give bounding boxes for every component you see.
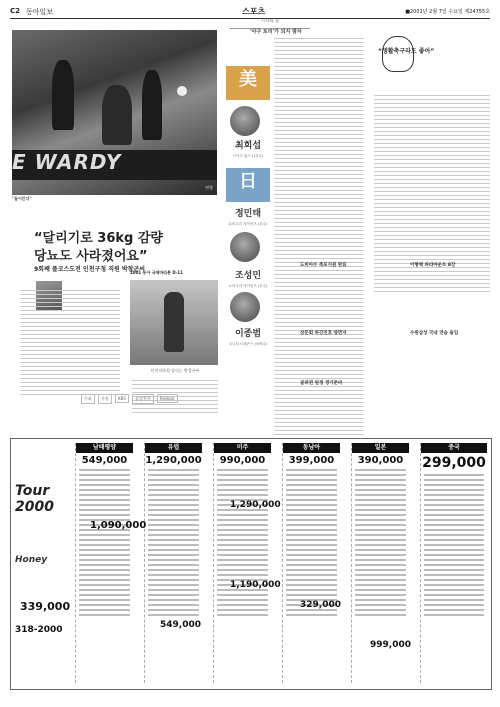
news-subsection: 수원삼성 국내 연습 돌입	[410, 331, 459, 336]
ad-extra-price: 549,000	[160, 620, 201, 630]
player-name: 정민태	[234, 209, 262, 219]
ball-icon	[177, 86, 187, 96]
ad-column-price: 390,000	[357, 455, 404, 466]
runner-caption: 인천지하철 달리는 박창곤씨	[150, 368, 200, 373]
ad-column	[75, 443, 133, 683]
column-title: '야구 토리'가 되지 말자	[250, 29, 302, 35]
column-text	[274, 38, 364, 438]
sponsor-logos	[80, 392, 220, 422]
player-figure	[142, 70, 162, 140]
news-subsection: 골퍼퀸 원정 경기준비	[300, 381, 343, 386]
ad-column-title: 동남아	[283, 443, 340, 453]
ad-brand-panel	[15, 443, 70, 683]
ad-column-title: 일본	[352, 443, 409, 453]
page-number: C2	[10, 7, 21, 15]
ad-column-price: 399,000	[288, 455, 335, 466]
ad-column-title: 미주	[214, 443, 271, 453]
photo-caption	[12, 196, 217, 216]
player-figure	[102, 85, 132, 145]
ad-column-price: 990,000	[219, 455, 266, 466]
column4-title: “생활축구라도 좋아”	[378, 48, 435, 55]
ad-brand: Tour 2000	[15, 483, 54, 515]
sponsor-logo: 주최	[81, 394, 95, 404]
ad-extra-price: 339,000	[20, 600, 71, 613]
player-face	[230, 106, 260, 136]
runner-figure	[164, 292, 184, 352]
sponsor-logo: 삼성전자	[132, 394, 153, 404]
ad-phone: 318-2000	[15, 625, 63, 635]
player-face	[230, 292, 260, 322]
ad-extra-price: 329,000	[300, 600, 341, 610]
sponsor-logo: 후원	[98, 394, 112, 404]
ad-column	[144, 443, 202, 683]
news-subsection: 상문회 하강진호 양면자	[300, 331, 347, 336]
player-info: 요미우리 자이언츠 (투수)	[228, 284, 268, 288]
photo-credit: 연합	[205, 185, 213, 190]
kanji-box	[226, 66, 270, 100]
headline-line1: “달리기로 36kg 감량	[34, 231, 163, 246]
sponsor-logo: KBS	[115, 394, 129, 403]
paper-name: 동아일보	[26, 8, 54, 16]
section-title: 스포츠	[242, 7, 266, 16]
ad-column-title: 남태평양	[76, 443, 133, 453]
player-figure	[52, 60, 74, 130]
kanji-label: 美	[239, 69, 257, 90]
ad-extra-price: 1,190,000	[230, 580, 281, 590]
headline-line2: 당뇨도 사라졌어요”	[34, 249, 148, 264]
caption-label: "들어간다"	[12, 196, 32, 201]
inset-title: 2001 동아 국제마라톤 D-11	[130, 270, 183, 275]
ad-column-title: 유럽	[145, 443, 202, 453]
article-subhead: 9회째 풀코스도전 인천구청 직원 박창곤씨	[34, 266, 146, 273]
ad-column-title: 중국	[421, 443, 487, 453]
player-sidebar	[226, 66, 270, 366]
player-info: 시카고 컵스 (1루수)	[232, 154, 264, 158]
dateline: ■2001년 2월 7일 수요일 제24755호	[405, 9, 490, 15]
kanji-label: 日	[239, 171, 257, 192]
player-name: 조성민	[234, 271, 262, 281]
cartoon-illustration	[372, 28, 427, 93]
column-box-title: 기자의 눈	[230, 18, 310, 29]
ad-column-price: 549,000	[81, 455, 128, 466]
ad-extra-price: 1,290,000	[230, 500, 281, 510]
ad-extra-price: 1,090,000	[90, 520, 147, 531]
ad-column	[420, 443, 487, 683]
sponsor-logo: Reebok	[157, 394, 178, 403]
player-info: 요미우리 자이언츠 (투수)	[228, 222, 268, 226]
ad-honey: Honey	[15, 555, 48, 565]
runner-photo	[130, 280, 218, 373]
ad-column-price: 1,290,000	[145, 455, 202, 466]
kanji-box	[226, 168, 270, 202]
news-subsection: 도비아수 축포지원 완료	[300, 263, 347, 268]
player-info: 주니치 드래곤스 (외야수)	[228, 342, 268, 346]
article-text	[20, 290, 120, 398]
player-name: 이종범	[234, 329, 262, 339]
player-name: 최희섭	[234, 141, 262, 151]
article-headline	[34, 230, 163, 266]
stadium-banner: E WARDY	[12, 150, 217, 180]
ad-column	[213, 443, 271, 683]
ad-column	[282, 443, 340, 683]
news-subsection: 이형택 파라마운트 8강	[410, 263, 456, 268]
ad-extra-price: 999,000	[370, 640, 411, 650]
soccer-photo	[12, 30, 217, 195]
ad-column-price: 299,000	[422, 455, 486, 471]
player-face	[230, 232, 260, 262]
